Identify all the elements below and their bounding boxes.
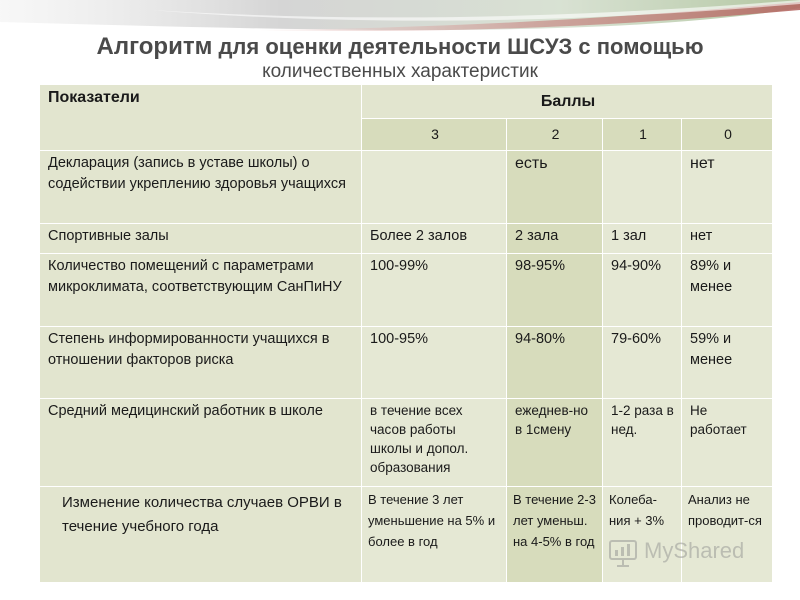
row-cell-0: нет <box>682 151 773 224</box>
score-col-3: 3 <box>362 119 507 151</box>
row-cell-1: 1-2 раза в нед. <box>603 399 682 487</box>
row-cell-2: 98-95% <box>507 254 603 327</box>
row-cell-3: 100-99% <box>362 254 507 327</box>
row-cell-1: 1 зал <box>603 224 682 254</box>
title-line2: количественных характеристик <box>262 60 538 82</box>
row-cell-1: Колеба-ния + 3% <box>603 487 682 583</box>
watermark-text: MyShared <box>644 538 745 563</box>
row-cell-3: Более 2 залов <box>362 224 507 254</box>
row-cell-1: 94-90% <box>603 254 682 327</box>
row-cell-2: 94-80% <box>507 327 603 399</box>
row-cell-2: 2 зала <box>507 224 603 254</box>
row-cell-0: Не работает <box>682 399 773 487</box>
header-indicators: Показатели <box>40 85 362 151</box>
score-col-2: 2 <box>507 119 603 151</box>
row-cell-3: в течение всех часов работы школы и допол. образования <box>362 399 507 487</box>
header-scores: Баллы <box>362 85 773 119</box>
table-row <box>40 151 773 224</box>
assessment-table <box>39 84 773 583</box>
row-cell-1: 79-60% <box>603 327 682 399</box>
title-bold-word: Алгоритм <box>96 33 213 60</box>
row-label: Декларация (запись в уставе школы) о содействии укреплению здоровья учащихся <box>40 151 362 224</box>
row-cell-2: ежеднев-но в 1смену <box>507 399 603 487</box>
row-cell-0: 59% и менее <box>682 327 773 399</box>
table-row <box>40 327 773 399</box>
watermark <box>604 536 774 572</box>
row-label: Количество помещений с параметрами микроклимата, соответствующим СанПиНУ <box>40 254 362 327</box>
row-cell-0: 89% и менее <box>682 254 773 327</box>
title-line1-rest: для оценки деятельности ШСУЗ с помощью <box>218 34 704 59</box>
table-row <box>40 224 773 254</box>
row-cell-1 <box>603 151 682 224</box>
row-cell-3 <box>362 151 507 224</box>
row-label: Спортивные залы <box>40 224 362 254</box>
row-label: Средний медицинский работник в школе <box>40 399 362 487</box>
score-col-0: 0 <box>682 119 773 151</box>
row-cell-2: есть <box>507 151 603 224</box>
row-label: Изменение количества случаев ОРВИ в течение учебного года <box>40 487 362 583</box>
row-label: Степень информированности учащихся в отношении факторов риска <box>40 327 362 399</box>
score-col-1: 1 <box>603 119 682 151</box>
row-cell-0: Анализ не проводит-ся <box>682 487 773 583</box>
row-cell-2: В течение 2-3 лет уменьш. на 4-5% в год <box>507 487 603 583</box>
table-row <box>40 254 773 327</box>
row-cell-0: нет <box>682 224 773 254</box>
table-row <box>40 399 773 487</box>
presentation-board-icon <box>608 538 638 568</box>
row-cell-3: 100-95% <box>362 327 507 399</box>
table-header-row <box>40 85 773 119</box>
row-cell-3: В течение 3 лет уменьшение на 5% и более в год <box>362 487 507 583</box>
slide-title <box>0 33 800 82</box>
